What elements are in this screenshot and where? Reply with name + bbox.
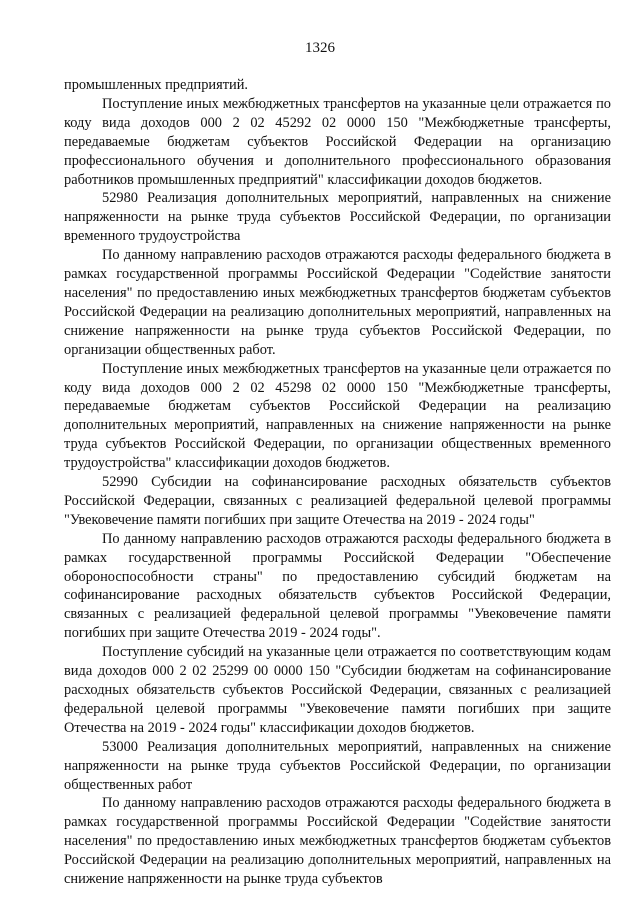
paragraph-10: По данному направлению расходов отражаются расходы федерального бюджета в рамках государственной программы Российской Федерации "Содействие занятости населения" по предоставлению иных межбюджетных трансфертов бюджетам субъектов Российской Федерации на реализацию дополнительных мероприятий, направленных на снижение напряженности на рынке труда субъектов <box>64 795 611 888</box>
document-body <box>64 76 611 889</box>
paragraph-7: По данному направлению расходов отражаются расходы федерального бюджета в рамках государственной программы Российской Федерации "Обеспечение обороноспособности страны" по предоставлению субсидий бюджетам на софинансирование расходных обязательств субъектов Российской Федерации, связанных с реализацией федеральной целевой программы "Увековечение памяти погибших при защите Отечества 2019 - 2024 годы". <box>64 530 611 642</box>
paragraph-1: промышленных предприятий. <box>64 77 249 93</box>
page-number: 1326 <box>305 40 335 56</box>
paragraph-5: Поступление иных межбюджетных трансфертов на указанные цели отражается по коду вида доходов 000 2 02 45298 02 0000 150 "Межбюджетные трансферты, передаваемые бюджетам субъектов Российской Федерации на реализацию дополнительных мероприятий, направленных на снижение напряженности на рынке труда субъектов Российской Федерации, по организации общественных временного трудоустройства" классификации доходов бюджетов. <box>64 360 611 472</box>
paragraph-9: 53000 Реализация дополнительных мероприятий, направленных на снижение напряженности на рынке труда субъектов Российской Федерации, по организации общественных работ <box>64 738 611 793</box>
paragraph-8: Поступление субсидий на указанные цели отражается по соответствующим кодам вида доходов 000 2 02 25299 00 0000 150 "Субсидии бюджетам на софинансирование расходных обязательств субъектов Российской Федерации, связанных с реализацией федеральной целевой программы "Увековечение памяти погибших при защите Отечества на 2019 - 2024 годы" классификации доходов бюджетов. <box>64 644 611 736</box>
paragraph-3: 52980 Реализация дополнительных мероприятий, направленных на снижение напряженности на рынке труда субъектов Российской Федерации, по организации временного трудоустройства <box>64 190 611 245</box>
paragraph-2: Поступление иных межбюджетных трансфертов на указанные цели отражается по коду вида доходов 000 2 02 45292 02 0000 150 "Межбюджетные трансферты, передаваемые бюджетам субъектов Российской Федерации на организацию профессионального обучения и дополнительного профессионального образования работников промышленных предприятий" классификации доходов бюджетов. <box>64 95 611 188</box>
paragraph-6: 52990 Субсидии на софинансирование расходных обязательств субъектов Российской Федерации, связанных с реализацией федеральной целевой программы "Увековечение памяти погибших при защите Отечества на 2019 - 2024 годы" <box>64 474 611 528</box>
paragraph-4: По данному направлению расходов отражаются расходы федерального бюджета в рамках государственной программы Российской Федерации "Содействие занятости населения" по предоставлению иных межбюджетных трансфертов бюджетам субъектов Российской Федерации на реализацию дополнительных мероприятий, направленных на снижение напряженности на рынке труда субъектов Российской Федерации, по организации общественных работ. <box>64 247 611 358</box>
